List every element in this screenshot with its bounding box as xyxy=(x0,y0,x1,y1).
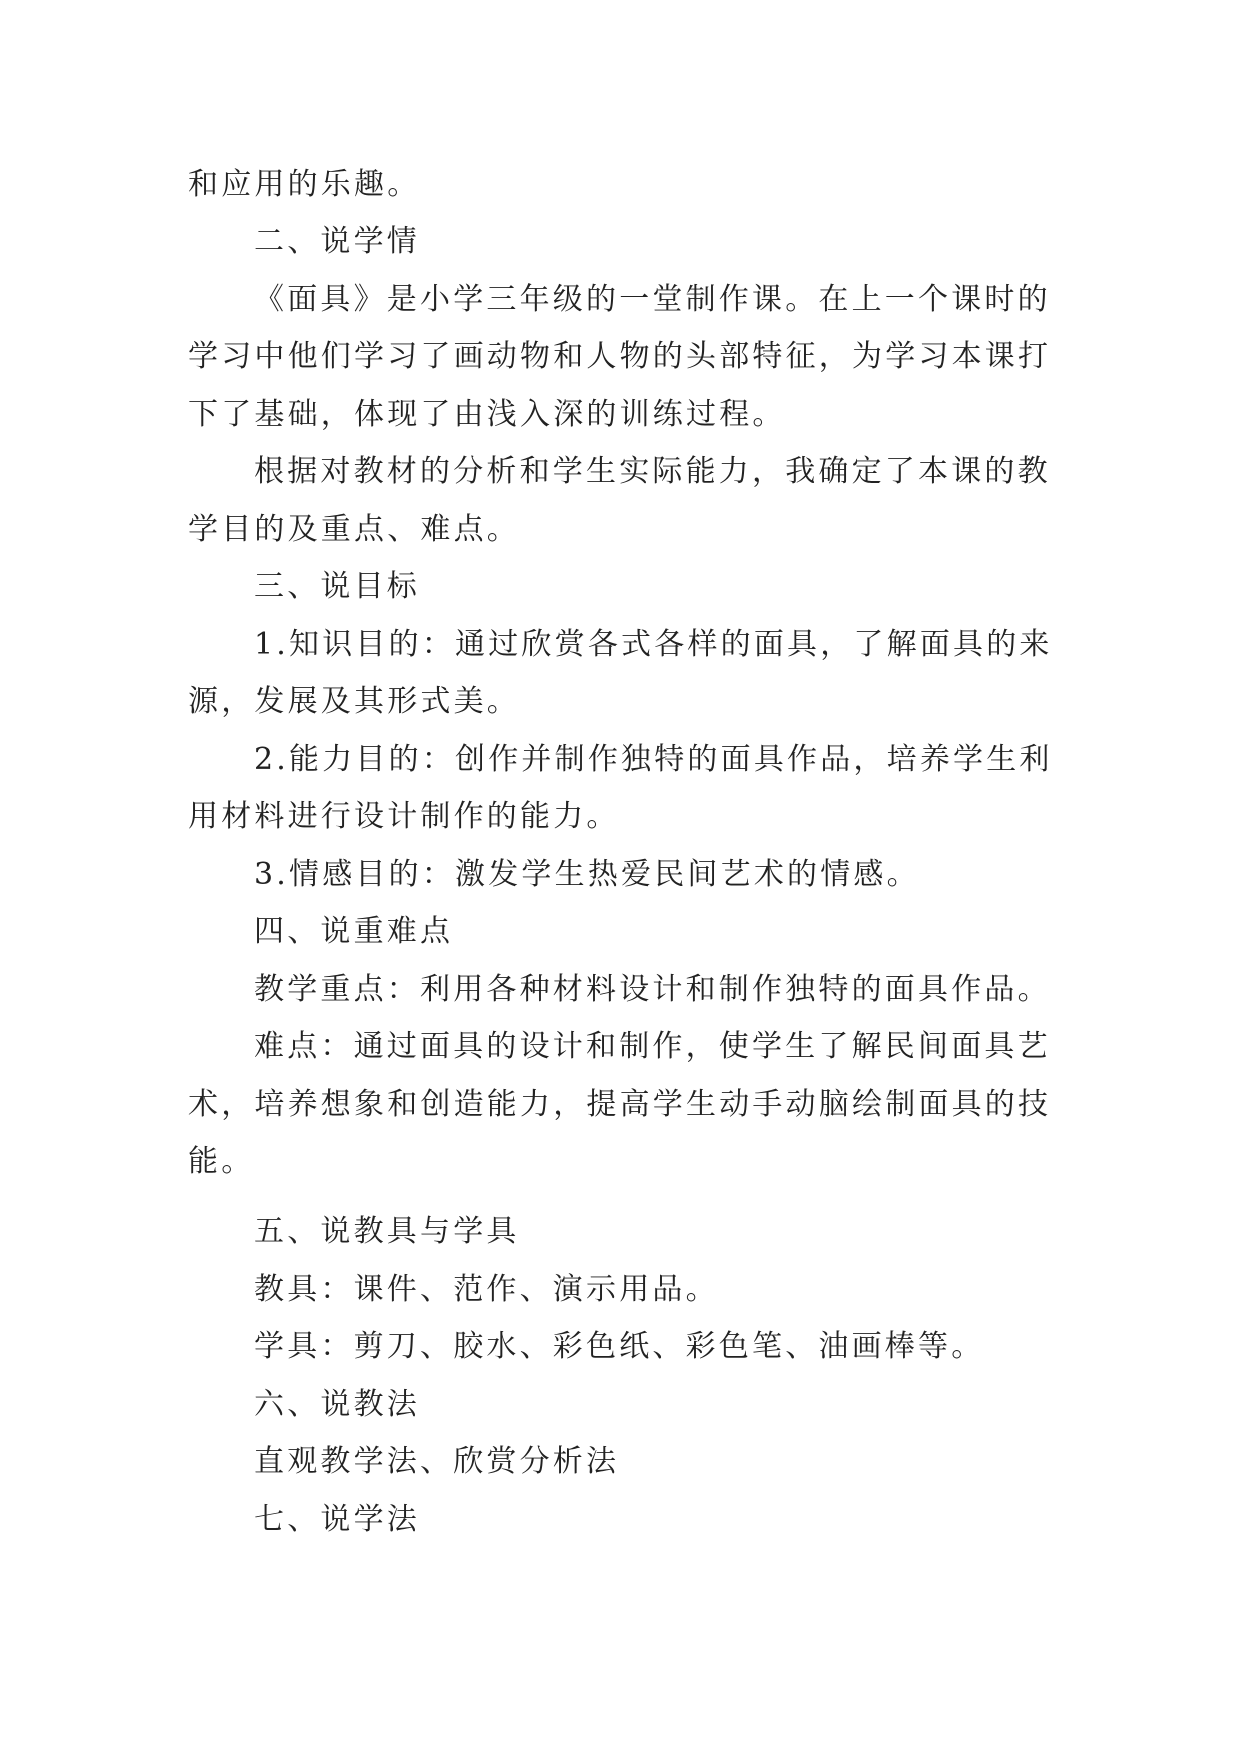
text-line: 能。 xyxy=(188,1144,255,1179)
section-heading: 二、说学情 xyxy=(254,224,420,259)
section-heading: 六、说教法 xyxy=(254,1387,420,1422)
text-line: 学目的及重点、难点。 xyxy=(188,512,520,547)
text-line: 学习中他们学习了画动物和人物的头部特征，为学习本课打 xyxy=(188,339,1052,374)
text-line: 1.知识目的：通过欣赏各式各样的面具，了解面具的来 xyxy=(254,627,1053,662)
text-line: 教具：课件、范作、演示用品。 xyxy=(254,1272,719,1307)
text-line: 根据对教材的分析和学生实际能力，我确定了本课的教 xyxy=(254,454,1051,489)
text-line: 3.情感目的：激发学生热爱民间艺术的情感。 xyxy=(254,857,920,892)
section-heading: 七、说学法 xyxy=(254,1502,420,1537)
section-heading: 五、说教具与学具 xyxy=(254,1214,520,1249)
section-heading: 四、说重难点 xyxy=(254,914,454,949)
text-line: 学具：剪刀、胶水、彩色纸、彩色笔、油画棒等。 xyxy=(254,1329,985,1364)
text-line: 下了基础，体现了由浅入深的训练过程。 xyxy=(188,397,786,432)
section-heading: 三、说目标 xyxy=(254,569,420,604)
text-line: 2.能力目的：创作并制作独特的面具作品，培养学生利 xyxy=(254,742,1053,777)
text-line: 用材料进行设计制作的能力。 xyxy=(188,799,620,834)
text-line: 难点：通过面具的设计和制作，使学生了解民间面具艺 xyxy=(254,1029,1051,1064)
text-line: 直观教学法、欣赏分析法 xyxy=(254,1444,620,1479)
text-line: 源，发展及其形式美。 xyxy=(188,684,520,719)
text-line: 教学重点：利用各种材料设计和制作独特的面具作品。 xyxy=(254,972,1051,1007)
text-line: 和应用的乐趣。 xyxy=(188,167,421,202)
text-line: 术，培养想象和创造能力，提高学生动手动脑绘制面具的技 xyxy=(188,1087,1052,1122)
text-line: 《面具》是小学三年级的一堂制作课。在上一个课时的 xyxy=(254,282,1051,317)
